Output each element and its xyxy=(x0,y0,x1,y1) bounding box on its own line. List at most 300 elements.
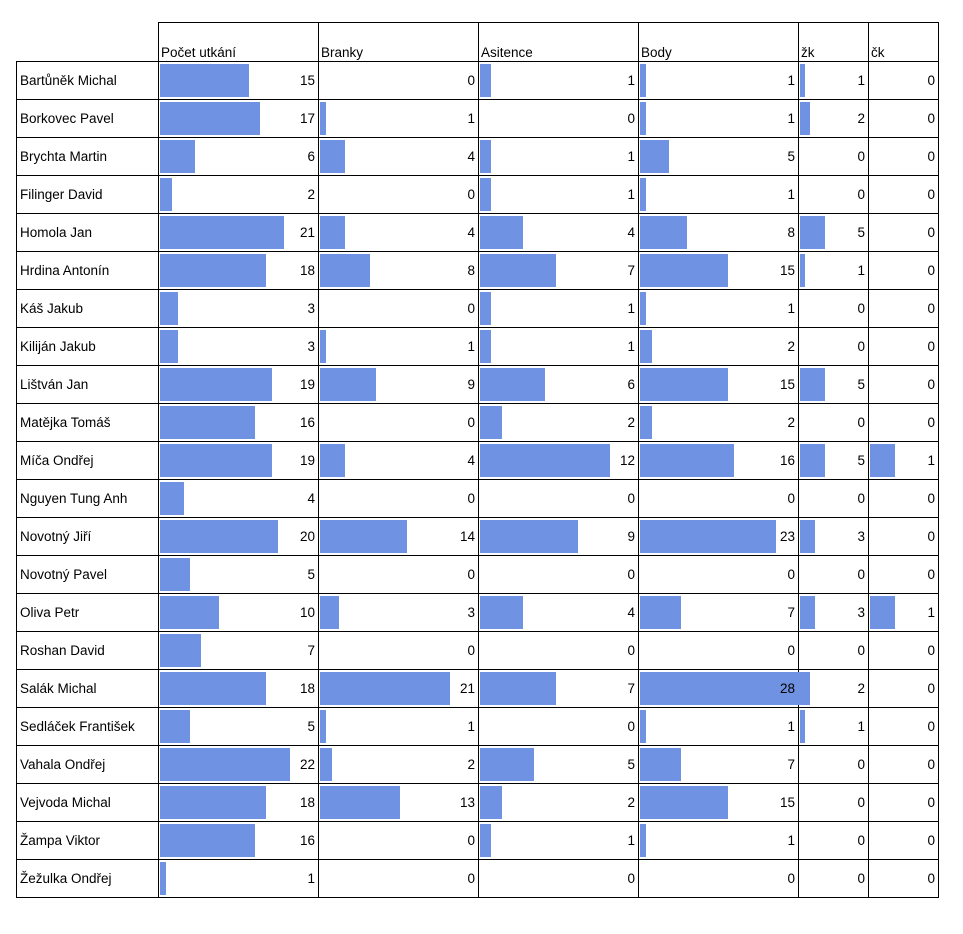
stat-cell xyxy=(319,632,479,670)
stat-value: 0 xyxy=(927,377,935,392)
stat-value: 15 xyxy=(779,795,795,810)
stat-cell xyxy=(159,366,319,404)
stat-value: 15 xyxy=(779,263,795,278)
data-bar xyxy=(320,216,345,249)
table-body xyxy=(17,62,939,898)
data-bar xyxy=(160,824,255,857)
stat-cell xyxy=(319,214,479,252)
stat-value: 0 xyxy=(927,301,935,316)
data-bar xyxy=(640,292,646,325)
stat-cell xyxy=(869,100,939,138)
stat-value: 0 xyxy=(927,225,935,240)
data-bar xyxy=(160,634,201,667)
stat-cell xyxy=(159,860,319,898)
data-bar xyxy=(480,824,491,857)
stat-cell xyxy=(479,176,639,214)
stat-cell xyxy=(159,290,319,328)
stat-value: 1 xyxy=(857,73,865,88)
stat-value: 0 xyxy=(787,567,795,582)
table-row xyxy=(17,822,939,860)
data-bar xyxy=(480,786,502,819)
stat-cell xyxy=(799,290,869,328)
stat-value: 3 xyxy=(307,339,315,354)
stat-cell xyxy=(799,252,869,290)
stat-cell xyxy=(479,518,639,556)
data-bar xyxy=(160,444,272,477)
table-row xyxy=(17,746,939,784)
stat-cell xyxy=(479,62,639,100)
stat-cell xyxy=(869,670,939,708)
player-name: Káš Jakub xyxy=(17,290,159,328)
stat-cell xyxy=(869,518,939,556)
data-bar xyxy=(160,710,190,743)
stat-value: 1 xyxy=(627,73,635,88)
data-bar xyxy=(480,596,523,629)
stat-cell xyxy=(869,442,939,480)
data-bar xyxy=(480,520,578,553)
stat-value: 8 xyxy=(787,225,795,240)
table-row xyxy=(17,632,939,670)
stat-value: 0 xyxy=(927,643,935,658)
stat-cell xyxy=(799,328,869,366)
data-bar xyxy=(160,64,249,97)
stat-value: 0 xyxy=(927,719,935,734)
stat-cell xyxy=(799,784,869,822)
stat-value: 0 xyxy=(857,757,865,772)
stat-value: 6 xyxy=(627,377,635,392)
stat-value: 0 xyxy=(927,681,935,696)
stat-cell xyxy=(159,176,319,214)
stat-value: 0 xyxy=(627,567,635,582)
table-row xyxy=(17,784,939,822)
stat-value: 0 xyxy=(927,491,935,506)
stat-cell xyxy=(639,442,799,480)
data-bar xyxy=(320,786,400,819)
data-bar xyxy=(160,862,166,895)
data-bar xyxy=(160,596,219,629)
stat-cell xyxy=(159,328,319,366)
stat-cell xyxy=(639,860,799,898)
stat-cell xyxy=(159,822,319,860)
stat-cell xyxy=(479,556,639,594)
stat-value: 0 xyxy=(467,833,475,848)
table-row xyxy=(17,670,939,708)
stat-value: 0 xyxy=(627,643,635,658)
stat-value: 0 xyxy=(927,567,935,582)
stat-value: 0 xyxy=(857,567,865,582)
data-bar xyxy=(320,368,376,401)
stat-cell xyxy=(869,176,939,214)
stat-value: 2 xyxy=(307,187,315,202)
stat-cell xyxy=(869,784,939,822)
player-name: Bartůněk Michal xyxy=(17,62,159,100)
stat-value: 16 xyxy=(299,833,315,848)
stat-value: 13 xyxy=(459,795,475,810)
stat-value: 19 xyxy=(299,453,315,468)
stat-cell xyxy=(479,746,639,784)
stat-cell xyxy=(639,176,799,214)
stat-cell xyxy=(319,138,479,176)
stat-value: 0 xyxy=(927,149,935,164)
stat-value: 4 xyxy=(627,225,635,240)
table-row xyxy=(17,708,939,746)
table-row xyxy=(17,252,939,290)
stat-value: 0 xyxy=(627,871,635,886)
stat-cell xyxy=(799,480,869,518)
player-name: Brychta Martin xyxy=(17,138,159,176)
stat-cell xyxy=(159,594,319,632)
stat-value: 0 xyxy=(927,73,935,88)
data-bar xyxy=(640,64,646,97)
data-bar xyxy=(320,748,332,781)
stat-cell xyxy=(799,594,869,632)
data-bar xyxy=(480,444,610,477)
stat-cell xyxy=(799,822,869,860)
stat-value: 0 xyxy=(467,567,475,582)
data-bar xyxy=(160,786,266,819)
stat-cell xyxy=(869,328,939,366)
stat-cell xyxy=(319,176,479,214)
stat-cell xyxy=(319,442,479,480)
stat-cell xyxy=(319,290,479,328)
data-bar xyxy=(160,368,272,401)
player-name: Vejvoda Michal xyxy=(17,784,159,822)
stat-value: 14 xyxy=(459,529,475,544)
stat-value: 1 xyxy=(857,719,865,734)
stat-value: 18 xyxy=(299,681,315,696)
stat-value: 3 xyxy=(857,529,865,544)
stat-cell xyxy=(869,746,939,784)
stat-cell xyxy=(159,632,319,670)
stat-cell xyxy=(799,62,869,100)
stat-value: 0 xyxy=(857,301,865,316)
table-row xyxy=(17,328,939,366)
stat-cell xyxy=(479,784,639,822)
data-bar xyxy=(640,102,646,135)
stat-cell xyxy=(159,518,319,556)
stat-cell xyxy=(319,822,479,860)
player-name: Salák Michal xyxy=(17,670,159,708)
stat-value: 0 xyxy=(857,871,865,886)
stat-value: 4 xyxy=(627,605,635,620)
stat-value: 16 xyxy=(299,415,315,430)
data-bar xyxy=(870,444,895,477)
stat-cell xyxy=(799,860,869,898)
data-bar xyxy=(480,178,491,211)
header-cell: Body xyxy=(639,23,799,62)
stat-value: 0 xyxy=(467,643,475,658)
stat-value: 1 xyxy=(627,187,635,202)
stat-value: 4 xyxy=(467,225,475,240)
stat-cell xyxy=(479,328,639,366)
stat-cell xyxy=(639,746,799,784)
stat-cell xyxy=(639,100,799,138)
data-bar xyxy=(800,672,810,705)
player-name: Borkovec Pavel xyxy=(17,100,159,138)
player-name: Žampa Viktor xyxy=(17,822,159,860)
player-name: Kiliján Jakub xyxy=(17,328,159,366)
stat-value: 1 xyxy=(467,339,475,354)
stat-cell xyxy=(319,708,479,746)
data-bar xyxy=(640,824,646,857)
stat-cell xyxy=(799,632,869,670)
stat-value: 7 xyxy=(787,605,795,620)
data-bar xyxy=(480,64,491,97)
stat-cell xyxy=(319,328,479,366)
data-bar xyxy=(640,254,728,287)
stat-value: 0 xyxy=(927,795,935,810)
data-bar xyxy=(160,406,255,439)
stat-cell xyxy=(159,480,319,518)
stats-table xyxy=(16,22,939,898)
stat-value: 5 xyxy=(627,757,635,772)
stat-cell xyxy=(639,404,799,442)
data-bar xyxy=(320,444,345,477)
stat-cell xyxy=(319,404,479,442)
stat-value: 3 xyxy=(307,301,315,316)
stat-cell xyxy=(799,670,869,708)
table-row xyxy=(17,100,939,138)
data-bar xyxy=(640,786,728,819)
data-bar xyxy=(320,672,450,705)
stat-cell xyxy=(869,252,939,290)
stat-value: 0 xyxy=(627,111,635,126)
stat-cell xyxy=(159,670,319,708)
data-bar xyxy=(480,140,491,173)
stat-cell xyxy=(799,366,869,404)
data-bar xyxy=(480,254,556,287)
data-bar xyxy=(800,102,810,135)
stat-value: 19 xyxy=(299,377,315,392)
stat-cell xyxy=(869,366,939,404)
data-bar xyxy=(160,558,190,591)
header-row xyxy=(17,23,939,62)
player-name: Vahala Ondřej xyxy=(17,746,159,784)
stat-value: 10 xyxy=(299,605,315,620)
data-bar xyxy=(640,748,681,781)
stat-value: 1 xyxy=(627,149,635,164)
stat-value: 7 xyxy=(627,681,635,696)
table-row xyxy=(17,442,939,480)
data-bar xyxy=(870,596,895,629)
stat-cell xyxy=(159,442,319,480)
data-bar xyxy=(160,520,278,553)
stat-value: 5 xyxy=(857,453,865,468)
data-bar xyxy=(640,140,669,173)
data-bar xyxy=(320,330,326,363)
stat-value: 0 xyxy=(627,491,635,506)
stat-value: 1 xyxy=(467,111,475,126)
table-row xyxy=(17,556,939,594)
data-bar xyxy=(160,102,260,135)
data-bar xyxy=(800,64,805,97)
player-name: Oliva Petr xyxy=(17,594,159,632)
stat-cell xyxy=(639,480,799,518)
stat-cell xyxy=(319,100,479,138)
stat-value: 0 xyxy=(467,187,475,202)
stat-cell xyxy=(319,480,479,518)
table-row xyxy=(17,860,939,898)
data-bar xyxy=(480,292,491,325)
stat-value: 1 xyxy=(787,187,795,202)
stat-cell xyxy=(799,746,869,784)
stat-value: 1 xyxy=(467,719,475,734)
stat-value: 1 xyxy=(857,263,865,278)
stat-value: 5 xyxy=(307,567,315,582)
data-bar xyxy=(480,748,534,781)
stat-cell xyxy=(799,556,869,594)
table-row xyxy=(17,290,939,328)
stat-value: 2 xyxy=(857,681,865,696)
stat-value: 1 xyxy=(627,301,635,316)
stat-cell xyxy=(639,62,799,100)
stat-cell xyxy=(799,442,869,480)
stat-value: 0 xyxy=(787,491,795,506)
player-name: Žežulka Ondřej xyxy=(17,860,159,898)
stat-value: 21 xyxy=(459,681,475,696)
stat-cell xyxy=(319,366,479,404)
data-bar xyxy=(800,216,825,249)
data-bar xyxy=(640,216,687,249)
table-row xyxy=(17,176,939,214)
player-name: Lištván Jan xyxy=(17,366,159,404)
stat-cell xyxy=(639,138,799,176)
stat-value: 1 xyxy=(787,719,795,734)
stat-cell xyxy=(869,480,939,518)
player-name: Filinger David xyxy=(17,176,159,214)
stat-value: 0 xyxy=(627,719,635,734)
stat-value: 28 xyxy=(779,681,795,696)
stat-cell xyxy=(869,556,939,594)
stat-value: 0 xyxy=(787,643,795,658)
stat-value: 0 xyxy=(467,491,475,506)
stat-cell xyxy=(799,176,869,214)
stat-value: 2 xyxy=(627,795,635,810)
data-bar xyxy=(640,520,776,553)
player-name: Sedláček František xyxy=(17,708,159,746)
stat-cell xyxy=(639,670,799,708)
stat-cell xyxy=(639,822,799,860)
stat-value: 2 xyxy=(857,111,865,126)
stat-cell xyxy=(159,138,319,176)
data-bar xyxy=(160,178,172,211)
stat-value: 0 xyxy=(927,187,935,202)
stat-cell xyxy=(479,366,639,404)
table-row xyxy=(17,366,939,404)
stat-value: 5 xyxy=(787,149,795,164)
corner-cell xyxy=(17,23,159,62)
stat-value: 1 xyxy=(627,339,635,354)
stat-value: 2 xyxy=(787,339,795,354)
data-bar xyxy=(480,368,545,401)
stat-value: 21 xyxy=(299,225,315,240)
header-cell: Branky xyxy=(319,23,479,62)
stat-value: 0 xyxy=(927,757,935,772)
stat-cell xyxy=(799,214,869,252)
stat-cell xyxy=(479,214,639,252)
data-bar xyxy=(800,710,805,743)
data-bar xyxy=(640,406,652,439)
stat-cell xyxy=(319,746,479,784)
stat-value: 0 xyxy=(927,415,935,430)
data-bar xyxy=(640,368,728,401)
data-bar xyxy=(320,710,326,743)
data-bar xyxy=(800,520,815,553)
stat-value: 0 xyxy=(467,871,475,886)
table-row xyxy=(17,138,939,176)
stat-cell xyxy=(479,708,639,746)
player-name: Roshan David xyxy=(17,632,159,670)
stat-cell xyxy=(639,708,799,746)
data-bar xyxy=(320,140,345,173)
stat-value: 8 xyxy=(467,263,475,278)
stat-cell xyxy=(479,442,639,480)
stat-value: 7 xyxy=(627,263,635,278)
stat-value: 15 xyxy=(779,377,795,392)
player-name: Homola Jan xyxy=(17,214,159,252)
data-bar xyxy=(320,254,370,287)
stat-value: 22 xyxy=(299,757,315,772)
stat-value: 1 xyxy=(787,301,795,316)
stat-cell xyxy=(319,252,479,290)
data-bar xyxy=(480,330,491,363)
stat-value: 2 xyxy=(787,415,795,430)
stat-cell xyxy=(869,708,939,746)
stat-value: 4 xyxy=(307,491,315,506)
stat-value: 5 xyxy=(857,377,865,392)
data-bar xyxy=(160,330,178,363)
stat-cell xyxy=(319,860,479,898)
stat-value: 0 xyxy=(927,529,935,544)
stat-value: 7 xyxy=(307,643,315,658)
header-cell: čk xyxy=(869,23,939,62)
data-bar xyxy=(640,444,734,477)
stat-cell xyxy=(479,252,639,290)
stat-value: 0 xyxy=(787,871,795,886)
data-bar xyxy=(640,178,646,211)
stat-value: 0 xyxy=(467,415,475,430)
stat-value: 1 xyxy=(307,871,315,886)
stat-cell xyxy=(639,556,799,594)
stat-value: 16 xyxy=(779,453,795,468)
stat-cell xyxy=(319,594,479,632)
data-bar xyxy=(800,444,825,477)
stat-value: 0 xyxy=(857,187,865,202)
data-bar xyxy=(160,254,266,287)
stat-cell xyxy=(869,594,939,632)
stat-value: 0 xyxy=(857,339,865,354)
data-bar xyxy=(320,520,407,553)
table-row xyxy=(17,594,939,632)
stat-value: 1 xyxy=(927,605,935,620)
stat-cell xyxy=(159,708,319,746)
stat-value: 3 xyxy=(467,605,475,620)
stat-cell xyxy=(869,632,939,670)
stat-cell xyxy=(479,860,639,898)
stat-cell xyxy=(799,138,869,176)
stat-cell xyxy=(319,784,479,822)
stat-cell xyxy=(799,100,869,138)
data-bar xyxy=(800,368,825,401)
stat-cell xyxy=(869,860,939,898)
data-bar xyxy=(480,216,523,249)
stat-value: 7 xyxy=(787,757,795,772)
stat-value: 4 xyxy=(467,453,475,468)
stat-cell xyxy=(869,822,939,860)
stat-value: 0 xyxy=(927,871,935,886)
stat-value: 1 xyxy=(787,833,795,848)
stat-value: 18 xyxy=(299,795,315,810)
